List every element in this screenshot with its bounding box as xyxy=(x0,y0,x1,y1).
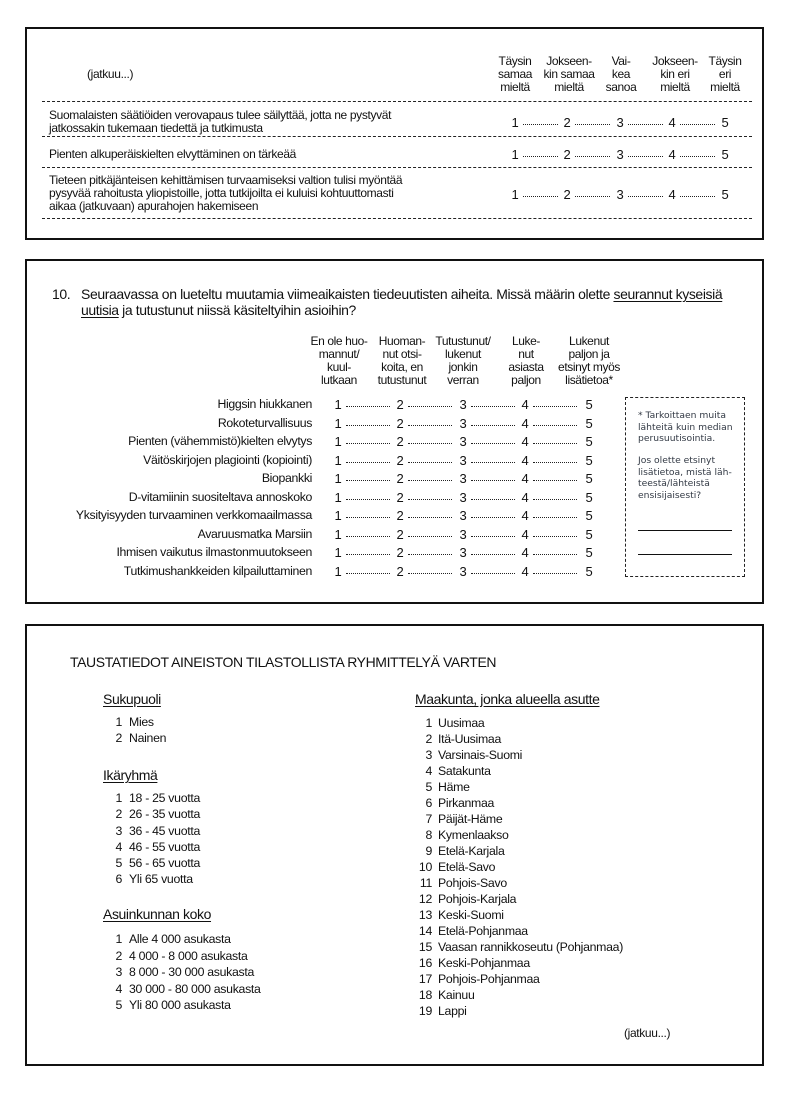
region-option[interactable]: 11 Pohjois-Savo xyxy=(419,876,507,890)
rating-option-2[interactable]: 2 xyxy=(396,415,404,431)
scale-header-3: Tutustunut/ lukenut jonkin verran xyxy=(435,334,491,387)
age-option[interactable]: 1 18 - 25 vuotta xyxy=(115,791,200,805)
rating-option-3[interactable]: 3 xyxy=(459,526,467,542)
rating-option-4[interactable]: 4 xyxy=(521,471,529,486)
topic-label: Yksityisyyden turvaaminen verkkomaailmassa xyxy=(75,508,312,522)
rating-option-3[interactable]: 3 xyxy=(616,187,624,202)
topic-row xyxy=(27,527,627,545)
rating-option-5[interactable]: 5 xyxy=(721,115,729,130)
divider xyxy=(42,101,752,102)
continued-label: (jatkuu...) xyxy=(624,1026,671,1040)
rating-option-1[interactable]: 1 xyxy=(334,415,342,431)
rating-option-2[interactable]: 2 xyxy=(396,563,404,579)
source-question-text: Jos olette etsinyt lisätietoa, mistä läh- teestä/lähteistä ensisijaisesti? xyxy=(638,455,732,501)
age-option[interactable]: 3 36 - 45 vuotta xyxy=(115,823,200,838)
answer-line-1[interactable] xyxy=(638,530,732,531)
region-option[interactable]: 1 Uusimaa xyxy=(425,716,485,730)
rating-option-4[interactable]: 4 xyxy=(521,508,529,523)
topic-row xyxy=(27,434,627,452)
region-option[interactable]: 15 Vaasan rannikkoseutu (Pohjanmaa) xyxy=(418,940,623,954)
region-option[interactable]: 19 Lappi xyxy=(418,1004,467,1018)
rating-option-3[interactable]: 3 xyxy=(459,415,467,431)
region-option[interactable]: 4 Satakunta xyxy=(425,764,491,778)
question-10-section xyxy=(25,259,764,604)
rating-option-5[interactable]: 5 xyxy=(585,545,593,560)
municipality-size-option[interactable]: 5 Yli 80 000 asukasta xyxy=(115,998,231,1012)
rating-option-1[interactable]: 1 xyxy=(334,452,342,468)
rating-scale[interactable] xyxy=(27,545,627,561)
rating-option-4[interactable]: 4 xyxy=(668,115,676,130)
rating-option-2[interactable]: 2 xyxy=(563,187,571,202)
rating-option-5[interactable]: 5 xyxy=(585,434,593,449)
topic-label: Pienten (vähemmistö)kielten elvytys xyxy=(128,434,312,448)
rating-option-4[interactable]: 4 xyxy=(521,434,529,449)
scale-header-1: Täysin samaa mieltä xyxy=(497,54,533,94)
rating-option-1[interactable]: 1 xyxy=(334,508,342,523)
rating-option-3[interactable]: 3 xyxy=(459,452,467,468)
topic-row xyxy=(27,490,627,508)
region-heading: Maakunta, jonka alueella asutte xyxy=(415,691,600,707)
municipality-size-heading: Asuinkunnan koko xyxy=(103,906,212,922)
rating-option-4[interactable]: 4 xyxy=(521,415,529,431)
rating-option-1[interactable]: 1 xyxy=(511,115,519,130)
rating-option-2[interactable]: 2 xyxy=(396,545,404,560)
topic-row xyxy=(27,397,627,415)
scale-header-2: Jokseen- kin samaa mieltä xyxy=(543,54,595,94)
gender-heading: Sukupuoli xyxy=(103,691,161,707)
age-heading: Ikäryhmä xyxy=(103,767,158,783)
rating-option-2[interactable]: 2 xyxy=(563,147,571,162)
divider xyxy=(42,136,752,137)
rating-option-1[interactable]: 1 xyxy=(511,147,519,162)
rating-option-4[interactable]: 4 xyxy=(521,489,529,505)
divider xyxy=(42,218,752,219)
divider xyxy=(42,167,752,168)
rating-option-1[interactable]: 1 xyxy=(334,563,342,579)
rating-option-3[interactable]: 3 xyxy=(459,397,467,412)
rating-option-1[interactable]: 1 xyxy=(334,489,342,505)
scale-header-1: En ole huo- mannut/ kuul- lutkaan xyxy=(310,334,368,387)
rating-option-4[interactable]: 4 xyxy=(668,187,676,202)
topic-row xyxy=(27,416,627,434)
region-option[interactable]: 7 Päijät-Häme xyxy=(425,812,503,826)
region-option[interactable]: 3 Varsinais-Suomi xyxy=(425,748,523,762)
rating-option-3[interactable]: 3 xyxy=(459,508,467,523)
question-text: Seuraavassa on lueteltu muutamia viimeaikaisten tiedeuutisten aiheita. Missä määrin olette seurannut kyseisiä uutisia ja tutustunut niissä käsiteltyihin asioihin? xyxy=(81,286,723,318)
rating-option-1[interactable]: 1 xyxy=(334,545,342,560)
municipality-size-option[interactable]: 4 30 000 - 80 000 asukasta xyxy=(115,981,261,996)
section-title: TAUSTATIEDOT AINEISTON TILASTOLLISTA RYHMITTELYÄ VARTEN xyxy=(70,654,497,670)
topic-label: Väitöskirjojen plagiointi (kopiointi) xyxy=(143,452,312,467)
rating-scale[interactable] xyxy=(27,527,627,543)
rating-option-2[interactable]: 2 xyxy=(396,526,404,542)
rating-scale-statement-3[interactable] xyxy=(27,187,766,203)
topic-label: Ihmisen vaikutus ilmastonmuutokseen xyxy=(116,545,312,559)
rating-option-4[interactable]: 4 xyxy=(521,545,529,560)
rating-scale[interactable] xyxy=(27,490,627,506)
age-option[interactable]: 5 56 - 65 vuotta xyxy=(115,855,200,870)
region-option[interactable]: 6 Pirkanmaa xyxy=(425,796,495,810)
rating-option-4[interactable]: 4 xyxy=(521,563,529,579)
rating-scale[interactable] xyxy=(27,471,627,487)
region-option[interactable]: 12 Pohjois-Karjala xyxy=(418,892,517,906)
rating-option-4[interactable]: 4 xyxy=(668,147,676,162)
rating-option-2[interactable]: 2 xyxy=(396,397,404,412)
age-option[interactable]: 4 46 - 55 vuotta xyxy=(115,839,200,854)
rating-option-1[interactable]: 1 xyxy=(334,526,342,542)
rating-scale[interactable] xyxy=(27,416,627,432)
region-option[interactable]: 9 Etelä-Karjala xyxy=(425,844,505,858)
rating-option-1[interactable]: 1 xyxy=(511,187,519,202)
scale-header-4: Luke- nut asiasta paljon xyxy=(508,334,544,387)
rating-option-4[interactable]: 4 xyxy=(521,526,529,542)
rating-option-3[interactable]: 3 xyxy=(616,147,624,162)
rating-option-5[interactable]: 5 xyxy=(585,508,593,523)
topic-label: Rokoteturvallisuus xyxy=(217,415,312,430)
gender-option[interactable]: 2 Nainen xyxy=(115,731,167,745)
region-option[interactable]: 14 Etelä-Pohjanmaa xyxy=(418,924,528,938)
municipality-size-option[interactable]: 3 8 000 - 30 000 asukasta xyxy=(115,965,255,979)
rating-scale-statement-1[interactable] xyxy=(27,115,766,131)
rating-scale[interactable] xyxy=(27,453,627,469)
rating-option-5[interactable]: 5 xyxy=(585,397,593,412)
scale-header-2: Huoman- nut otsi- koita, en tutustunut xyxy=(377,334,427,387)
topic-label: Avaruusmatka Marsiin xyxy=(197,526,312,541)
rating-option-2[interactable]: 2 xyxy=(396,471,404,486)
gender-option[interactable]: 1 Mies xyxy=(115,715,154,729)
rating-option-1[interactable]: 1 xyxy=(334,434,342,449)
statement-2: Pienten alkuperäiskielten elvyttäminen on tärkeää xyxy=(49,147,297,161)
topic-label: D-vitamiinin suositeltava annoskoko xyxy=(128,489,312,504)
rating-option-4[interactable]: 4 xyxy=(521,452,529,468)
rating-option-1[interactable]: 1 xyxy=(334,471,342,486)
scale-header-3: Vai- kea sanoa xyxy=(605,54,637,94)
rating-option-2[interactable]: 2 xyxy=(396,508,404,523)
region-option[interactable]: 2 Itä-Uusimaa xyxy=(425,732,501,746)
rating-option-2[interactable]: 2 xyxy=(396,452,404,468)
rating-option-4[interactable]: 4 xyxy=(521,397,529,412)
topic-label: Higgsin hiukkanen xyxy=(217,397,312,411)
statements-continued-section xyxy=(25,27,764,240)
rating-option-3[interactable]: 3 xyxy=(459,434,467,449)
region-option[interactable]: 16 Keski-Pohjanmaa xyxy=(418,956,530,970)
region-option[interactable]: 5 Häme xyxy=(425,780,470,794)
rating-option-3[interactable]: 3 xyxy=(459,489,467,505)
topic-row xyxy=(27,545,627,563)
rating-scale[interactable] xyxy=(27,434,627,450)
scale-header-5: Lukenut paljon ja etsinyt myös lisätietoa* xyxy=(558,334,620,387)
topic-row xyxy=(27,453,627,471)
rating-scale-statement-2[interactable] xyxy=(27,147,766,163)
rating-option-2[interactable]: 2 xyxy=(396,434,404,449)
age-option[interactable]: 2 26 - 35 vuotta xyxy=(115,807,200,821)
region-option[interactable]: 17 Pohjois-Pohjanmaa xyxy=(418,972,540,986)
region-option[interactable]: 13 Keski-Suomi xyxy=(418,908,504,922)
rating-scale[interactable] xyxy=(27,564,627,580)
continued-label: (jatkuu...) xyxy=(87,67,134,81)
region-option[interactable]: 8 Kymenlaakso xyxy=(425,828,509,842)
question-number: 10. xyxy=(52,286,71,302)
municipality-size-option[interactable]: 2 4 000 - 8 000 asukasta xyxy=(115,948,248,963)
topic-label: Tutkimushankkeiden kilpailuttaminen xyxy=(123,563,312,578)
topic-row xyxy=(27,471,627,489)
region-option[interactable]: 18 Kainuu xyxy=(418,988,475,1002)
rating-scale[interactable] xyxy=(27,508,627,524)
rating-option-5[interactable]: 5 xyxy=(585,489,593,505)
rating-option-5[interactable]: 5 xyxy=(721,187,729,202)
rating-option-3[interactable]: 3 xyxy=(616,115,624,130)
rating-option-3[interactable]: 3 xyxy=(459,545,467,560)
statement-3: Tieteen pitkäjänteisen kehittämisen turvaamiseksi valtion tulisi myöntää pysyvää rahoitusta yliopistoille, jotta tutkijoilta ei kuluisi kohtuuttomasti aikaa (jatkuvaan) apurahojen hakemiseen xyxy=(49,173,403,213)
age-option[interactable]: 6 Yli 65 vuotta xyxy=(115,872,193,886)
answer-line-2[interactable] xyxy=(638,554,732,555)
rating-option-1[interactable]: 1 xyxy=(334,397,342,412)
rating-scale[interactable] xyxy=(27,397,627,413)
rating-option-5[interactable]: 5 xyxy=(585,415,593,431)
region-option[interactable]: 10 Etelä-Savo xyxy=(418,860,496,874)
topic-label: Biopankki xyxy=(261,471,312,485)
rating-option-2[interactable]: 2 xyxy=(563,115,571,130)
background-info-section xyxy=(25,624,764,1066)
side-note-box xyxy=(625,397,745,577)
topic-row xyxy=(27,508,627,526)
municipality-size-option[interactable]: 1 Alle 4 000 asukasta xyxy=(115,932,231,946)
rating-option-3[interactable]: 3 xyxy=(459,471,467,486)
footnote-text: * Tarkoittaen muita lähteitä kuin median perusuutisointia. xyxy=(638,410,733,444)
scale-header-4: Jokseen- kin eri mieltä xyxy=(652,54,698,94)
statement-1: Suomalaisten säätiöiden verovapaus tulee säilyttää, jotta ne pystyvät jatkossakin tukemaan tiedettä ja tutkimusta xyxy=(49,108,392,135)
topic-row xyxy=(27,564,627,582)
rating-option-5[interactable]: 5 xyxy=(585,471,593,486)
rating-option-5[interactable]: 5 xyxy=(585,563,593,579)
rating-option-5[interactable]: 5 xyxy=(585,452,593,468)
rating-option-5[interactable]: 5 xyxy=(721,147,729,162)
rating-option-5[interactable]: 5 xyxy=(585,526,593,542)
rating-option-2[interactable]: 2 xyxy=(396,489,404,505)
rating-option-3[interactable]: 3 xyxy=(459,563,467,579)
scale-header-5: Täysin eri mieltä xyxy=(708,54,742,94)
